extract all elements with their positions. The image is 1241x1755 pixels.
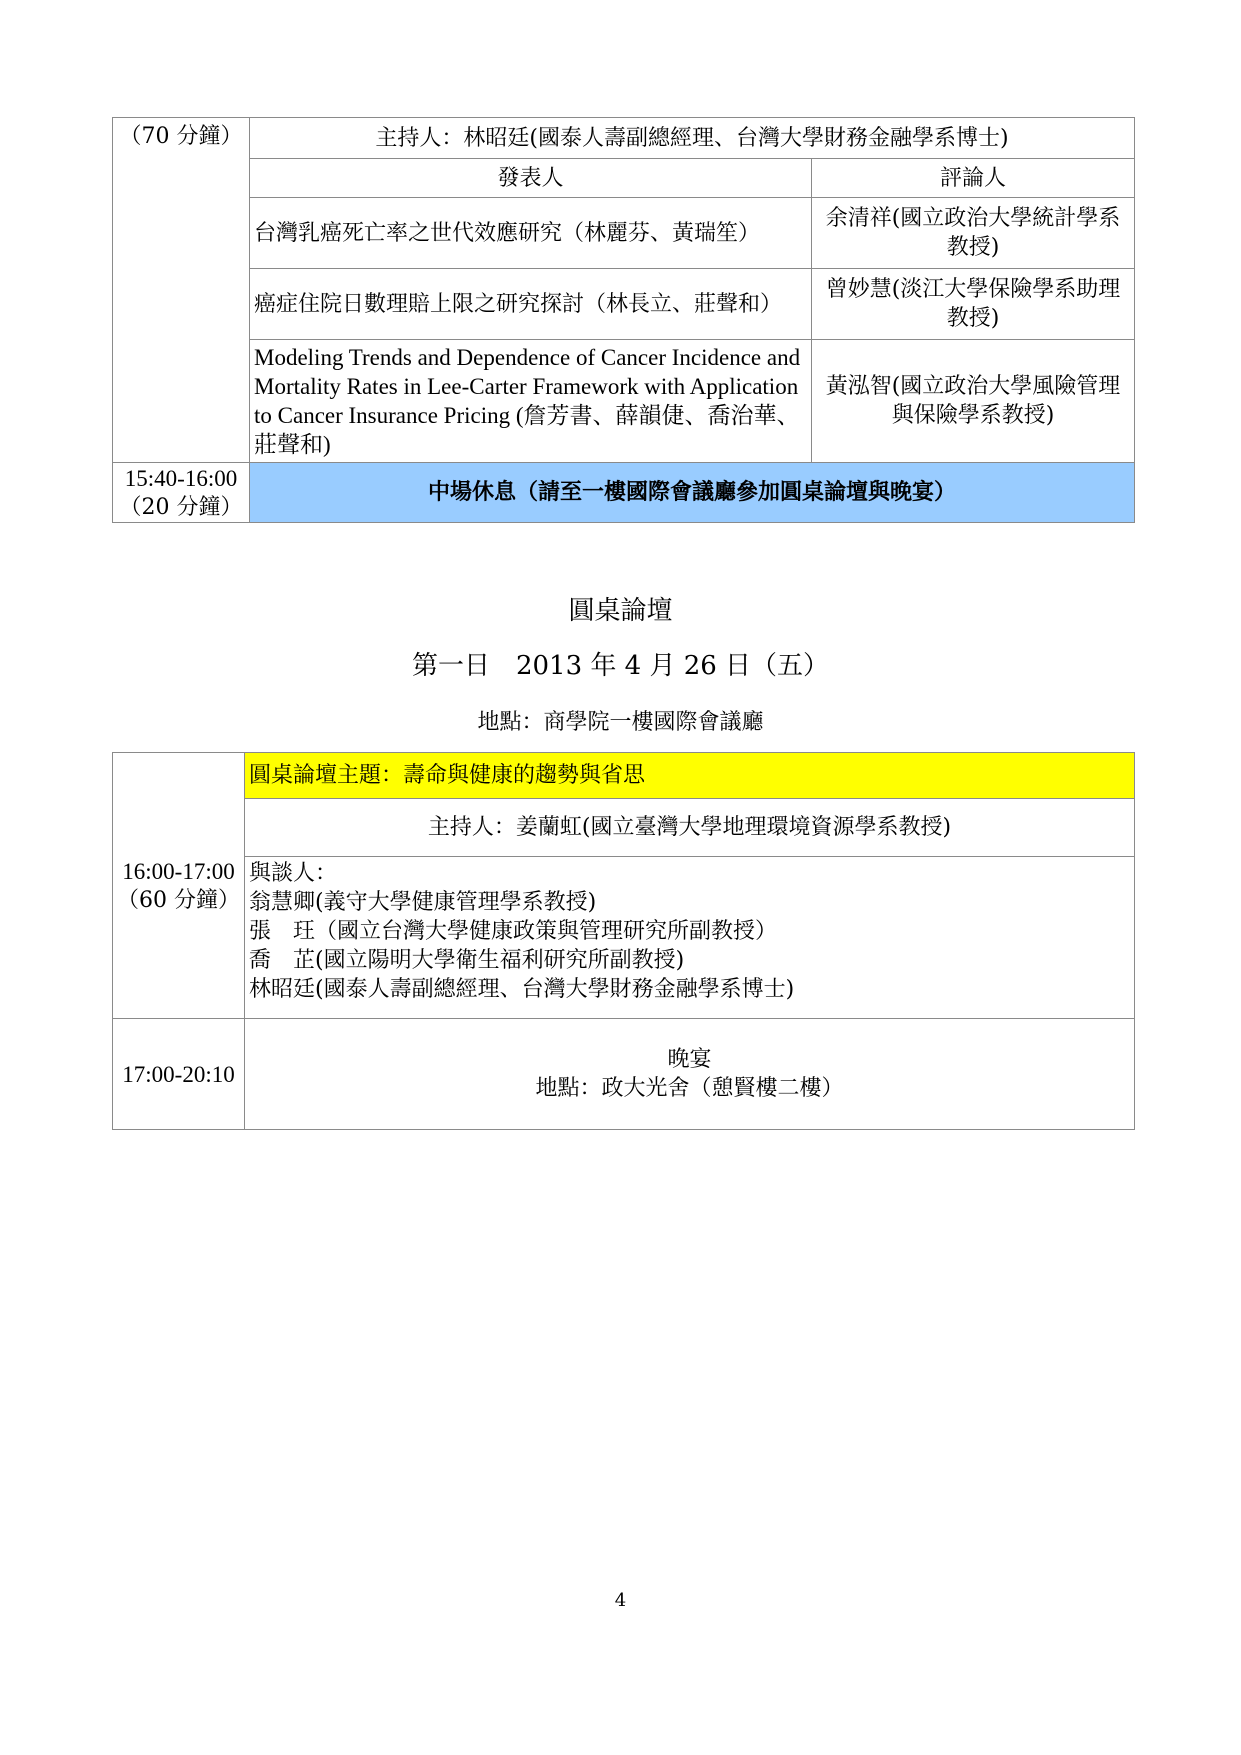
session-table (112, 117, 1135, 523)
session-duration: （70 分鐘） (113, 118, 250, 463)
panelist-4: 林昭廷(國泰人壽副總經理、台灣大學財務金融學系博士) (249, 977, 795, 1002)
paper-title-1: 台灣乳癌死亡率之世代效應研究（林麗芬、黃瑞笙） (250, 198, 812, 269)
dinner-cell (245, 1019, 1135, 1130)
paper-discussant-2: 曾妙慧(淡江大學保險學系助理教授) (812, 269, 1135, 340)
header-discussant: 評論人 (812, 159, 1135, 198)
header-presenter: 發表人 (250, 159, 812, 198)
panel-label: 與談人： (249, 861, 338, 886)
forum-host: 主持人：姜蘭虹(國立臺灣大學地理環境資源學系教授) (245, 799, 1135, 857)
session-host: 主持人：林昭廷(國泰人壽副總經理、台灣大學財務金融學系博士) (250, 118, 1135, 159)
forum-table (112, 752, 1135, 1130)
break-time: 15:40-16:00 (124, 465, 238, 491)
paper-title-3: Modeling Trends and Dependence of Cancer Incidence and Mortality Rates in Lee-Carter Framework with Application to Cancer Insurance Pricing (詹芳書、薛韻倢、喬治華、莊聲和) (250, 340, 812, 463)
paper-title-2: 癌症住院日數理賠上限之研究探討（林長立、莊聲和） (250, 269, 812, 340)
panelist-2: 張 玨（國立台灣大學健康政策與管理研究所副教授） (249, 919, 778, 944)
panelist-3: 喬 芷(國立陽明大學衛生福利研究所副教授) (249, 948, 685, 973)
dinner-title: 晚宴 (667, 1047, 712, 1072)
forum-topic: 圓桌論壇主題：壽命與健康的趨勢與省思 (245, 753, 1135, 799)
forum-duration: （60 分鐘） (117, 887, 240, 913)
break-time-cell (113, 463, 250, 523)
forum-date: 第一日 2013 年 4 月 26 日（五） (411, 651, 830, 681)
panel-cell (245, 857, 1135, 1019)
forum-time-cell (113, 753, 245, 1019)
dinner-venue: 地點：政大光舍（憩賢樓二樓） (535, 1076, 844, 1101)
break-banner: 中場休息（請至一樓國際會議廳參加圓桌論壇與晚宴） (250, 463, 1135, 523)
forum-time: 16:00-17:00 (122, 858, 235, 884)
page-number: 4 (614, 1590, 627, 1611)
dinner-time: 17:00-20:10 (113, 1019, 245, 1130)
break-duration: （20 分鐘） (119, 494, 243, 520)
forum-title: 圓桌論壇 (568, 596, 673, 626)
paper-discussant-1: 余清祥(國立政治大學統計學系教授) (812, 198, 1135, 269)
paper-discussant-3: 黃泓智(國立政治大學風險管理與保險學系教授) (812, 340, 1135, 463)
panelist-1: 翁慧卿(義守大學健康管理學系教授) (249, 890, 597, 915)
forum-venue: 地點：商學院一樓國際會議廳 (477, 710, 764, 735)
